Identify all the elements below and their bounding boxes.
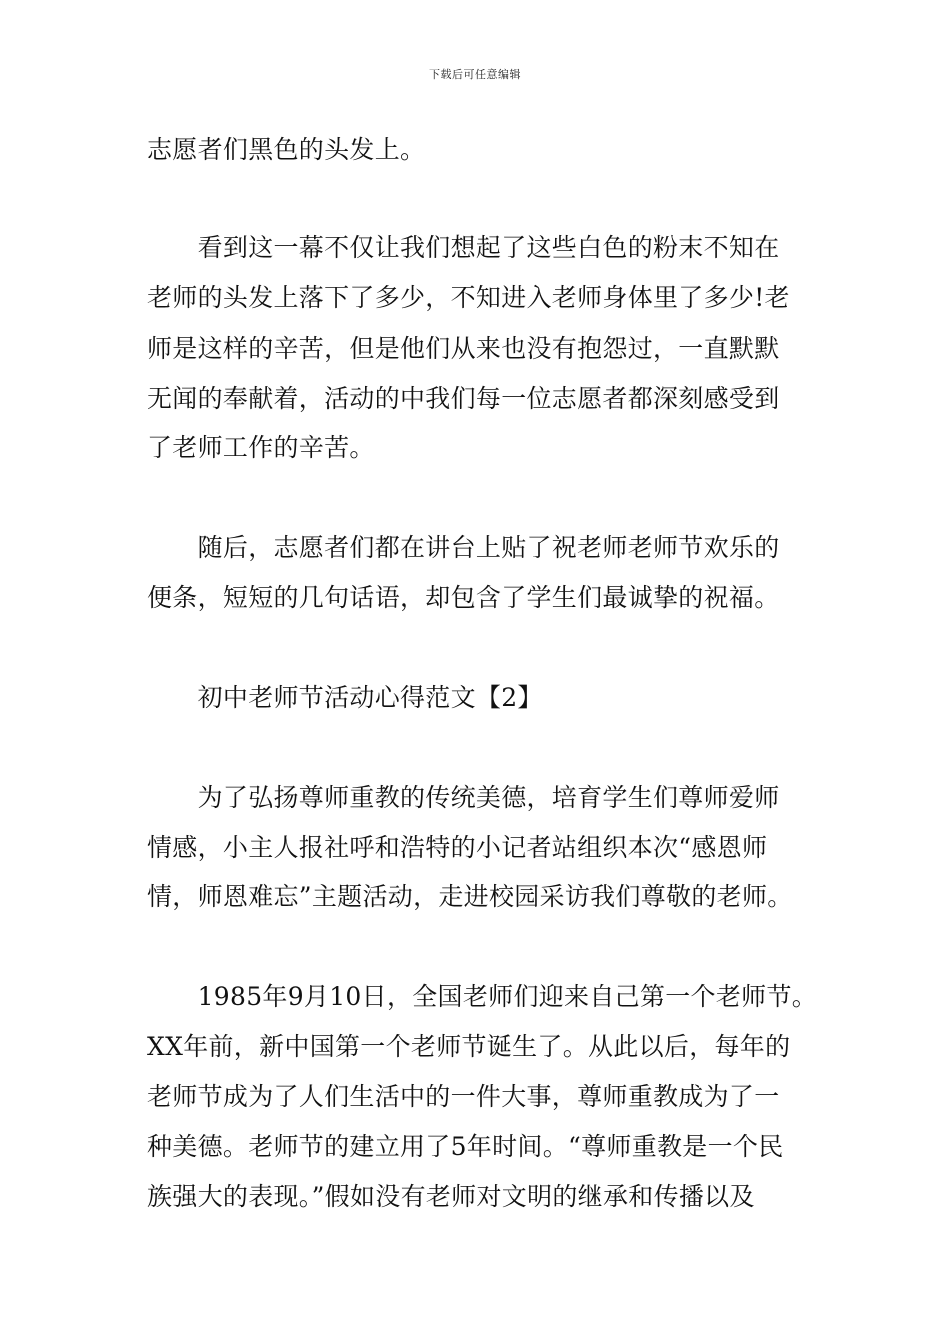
paragraph-line: 志愿者们黑色的头发上。 xyxy=(147,135,426,164)
paragraph-line: 情感，小主人报社呼和浩特的小记者站组织本次“感恩师 xyxy=(147,833,768,862)
paragraph-line: 了老师工作的辛苦。 xyxy=(147,433,375,462)
paragraph-line: XX年前，新中国第一个老师节诞生了。从此以后，每年的 xyxy=(147,1032,791,1061)
paragraph-line: 1985年9月10日，全国老师们迎来自己第一个老师节。 xyxy=(147,982,818,1011)
paragraph-line: 老师的头发上落下了多少，不知进入老师身体里了多少!老 xyxy=(147,283,790,312)
paragraph-line: 便条，短短的几句话语，却包含了学生们最诚挚的祝福。 xyxy=(147,583,780,612)
paragraph-line: 为了弘扬尊师重教的传统美德，培育学生们尊师爱师 xyxy=(147,783,780,812)
paragraph-line: 看到这一幕不仅让我们想起了这些白色的粉末不知在 xyxy=(147,233,780,262)
paragraph-line: 随后，志愿者们都在讲台上贴了祝老师老师节欢乐的 xyxy=(147,533,780,562)
paragraph-line: 师是这样的辛苦，但是他们从来也没有抱怨过，一直默默 xyxy=(147,334,780,363)
page-header-note: 下载后可任意编辑 xyxy=(429,68,521,81)
paragraph-line: 情，师恩难忘”主题活动，走进校园采访我们尊敬的老师。 xyxy=(147,882,793,911)
paragraph-line: 种美德。老师节的建立用了5年时间。“尊师重教是一个民 xyxy=(147,1132,784,1161)
section-heading: 初中老师节活动心得范文【2】 xyxy=(147,683,543,712)
paragraph-line: 族强大的表现。”假如没有老师对文明的继承和传播以及 xyxy=(147,1182,755,1211)
paragraph-line: 老师节成为了人们生活中的一件大事，尊师重教成为了一 xyxy=(147,1082,780,1111)
paragraph-line: 无闻的奉献着，活动的中我们每一位志愿者都深刻感受到 xyxy=(147,384,780,413)
